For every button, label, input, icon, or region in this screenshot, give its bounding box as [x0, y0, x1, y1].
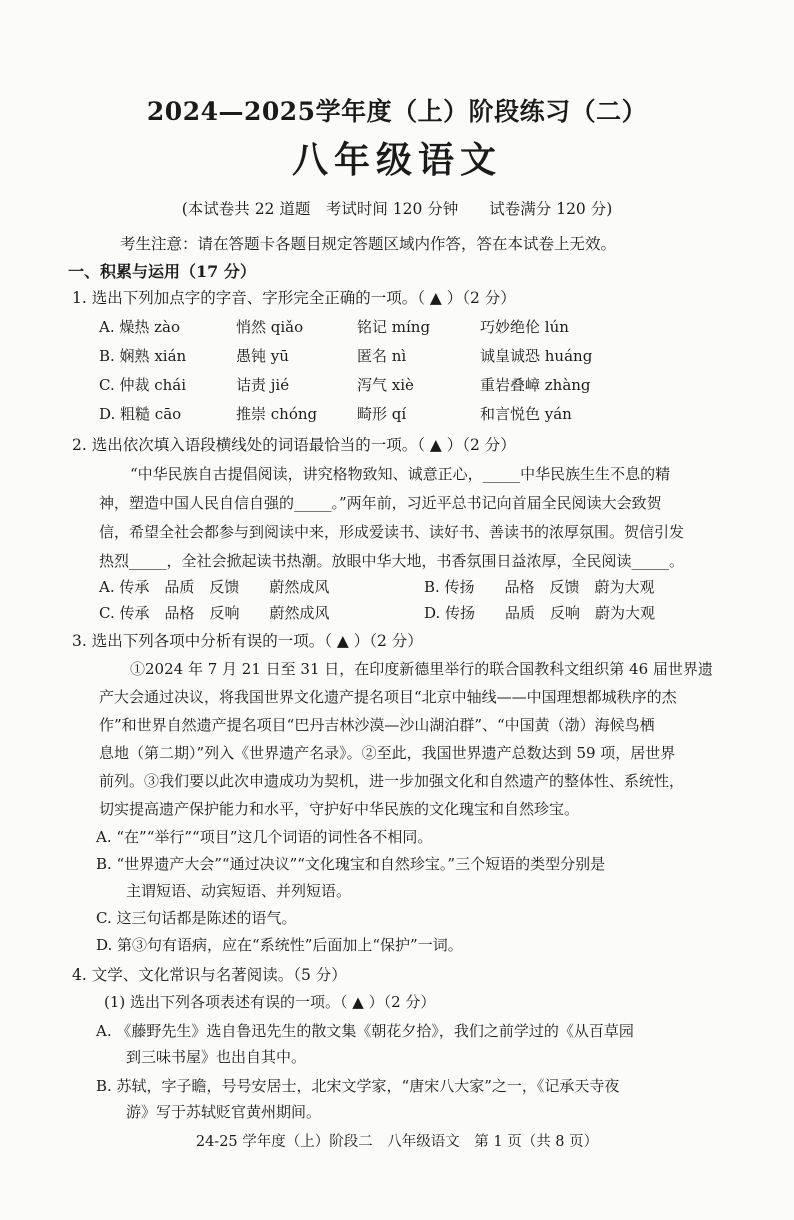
- q4-option-b-cont: 游》写于苏轼贬官黄州期间。: [126, 1103, 322, 1121]
- q4-option-a: A. 《藤野先生》选自鲁迅先生的散文集《朝花夕拾》，我们之前学过的《从百草园: [96, 1022, 634, 1040]
- q1-option-d-4: 和言悦色 yán: [480, 405, 572, 423]
- q1-option-b-3: 匿名 nì: [357, 347, 407, 365]
- q1-option-c-3: 泻气 xiè: [357, 376, 414, 394]
- q2-stem: 2. 选出依次填入语段横线处的词语最恰当的一项。（ ▲ ）（2 分）: [72, 436, 516, 454]
- q3-option-d: D. 第③句有语病，应在“系统性”后面加上“保护”一词。: [96, 936, 463, 954]
- q1-option-b-1: B. 娴熟 xián: [99, 347, 187, 365]
- page-footer: 24-25 学年度（上）阶段二 八年级语文 第 1 页（共 8 页）: [195, 1134, 599, 1150]
- q1-option-c-1: C. 仲裁 chái: [99, 376, 187, 394]
- q1-option-d-1: D. 粗糙 cāo: [99, 405, 182, 423]
- q1-option-b-4: 诚皇诚恐 huáng: [480, 347, 593, 365]
- q1-option-b-2: 愚钝 yū: [236, 347, 289, 365]
- q2-option-c: C. 传承 品格 反响 蔚然成风: [99, 604, 330, 622]
- q2-option-b: B. 传扬 品格 反馈 蔚为大观: [424, 578, 655, 596]
- section-1-title: 一、积累与运用（17 分）: [68, 262, 256, 281]
- q4-option-a-cont: 到三味书屋》也出自其中。: [126, 1048, 307, 1066]
- q3-option-c: C. 这三句话都是陈述的语气。: [96, 909, 297, 927]
- q1-option-c-4: 重岩叠嶂 zhàng: [480, 376, 591, 394]
- q1-option-a-2: 悄然 qiǎo: [236, 318, 304, 336]
- subject-title: 八年级语文: [291, 139, 502, 181]
- q1-option-a-3: 铭记 míng: [357, 318, 431, 336]
- q2-passage-line-4: 热烈_____，全社会掀起读书热潮。放眼中华大地，书香氛围日益浓厚，全民阅读_____。: [99, 552, 685, 570]
- q3-passage-line-5: 前列。③我们要以此次申遗成功为契机，进一步加强文化和自然遗产的整体性、系统性，: [99, 772, 685, 790]
- q3-stem: 3. 选出下列各项中分析有误的一项。（ ▲ ）（2 分）: [72, 632, 423, 650]
- q3-passage-line-1: ①2024 年 7 月 21 日至 31 日，在印度新德里举行的联合国教科文组织第 46 届世界遗: [130, 660, 713, 678]
- q3-passage-line-6: 切实提高遗产保护能力和水平，守护好中华民族的文化瑰宝和自然珍宝。: [99, 800, 580, 818]
- q3-passage-line-2: 产大会通过决议，将我国世界文化遗产提名项目“北京中轴线——中国理想都城秩序的杰: [99, 688, 677, 706]
- q4-option-b: B. 苏轼，字子瞻，号号安居士，北宋文学家，“唐宋八大家”之一，《记承天寺夜: [96, 1077, 620, 1095]
- q2-option-d: D. 传扬 品质 反响 蔚为大观: [424, 604, 656, 622]
- exam-info: (本试卷共 22 道题 考试时间 120 分钟 试卷满分 120 分): [181, 200, 613, 218]
- q3-option-b-cont: 主谓短语、动宾短语、并列短语。: [126, 882, 352, 900]
- q1-stem: 1. 选出下列加点字的字音、字形完全正确的一项。（ ▲ ）（2 分）: [72, 289, 516, 307]
- q4-stem: 4. 文学、文化常识与名著阅读。（5 分）: [72, 966, 347, 984]
- q1-option-a-4: 巧妙绝伦 lún: [480, 318, 569, 336]
- q3-passage-line-4: 息地（第二期）”列入《世界遗产名录》。②至此，我国世界遗产总数达到 59 项，居世界: [99, 744, 676, 762]
- q2-passage-line-1: “中华民族自古提倡阅读，讲究格物致知、诚意正心，_____中华民族生生不息的精: [130, 465, 671, 483]
- q1-option-a-1: A. 燥热 zào: [99, 318, 181, 336]
- exam-title: 2024—2025学年度（上）阶段练习（二）: [146, 97, 648, 126]
- exam-notice: 考生注意：请在答题卡各题目规定答题区域内作答，答在本试卷上无效。: [120, 235, 617, 253]
- q2-option-a: A. 传承 品质 反馈 蔚然成风: [99, 578, 330, 596]
- q3-option-b: B. “世界遗产大会”“通过决议”“文化瑰宝和自然珍宝。”三个短语的类型分别是: [96, 855, 606, 873]
- q3-passage-line-3: 作”和世界自然遗产提名项目“巴丹吉林沙漠—沙山湖泊群”、“中国黄（渤）海候鸟栖: [99, 716, 655, 734]
- q1-option-d-2: 推崇 chóng: [236, 405, 318, 423]
- q2-passage-line-3: 信，希望全社会都参与到阅读中来，形成爱读书、读好书、善读书的浓厚氛围。贺信引发: [99, 523, 685, 541]
- q2-passage-line-2: 神，塑造中国人民自信自强的_____。”两年前，习近平总书记向首届全民阅读大会致贺: [99, 494, 662, 512]
- q1-option-c-2: 诘责 jié: [236, 376, 290, 394]
- q1-option-d-3: 畸形 qí: [357, 405, 407, 423]
- q4-sub1-stem: (1) 选出下列各项表述有误的一项。（ ▲ ）（2 分）: [104, 993, 436, 1011]
- q3-option-a: A. “在”“举行”“项目”这几个词语的词性各不相同。: [96, 828, 433, 846]
